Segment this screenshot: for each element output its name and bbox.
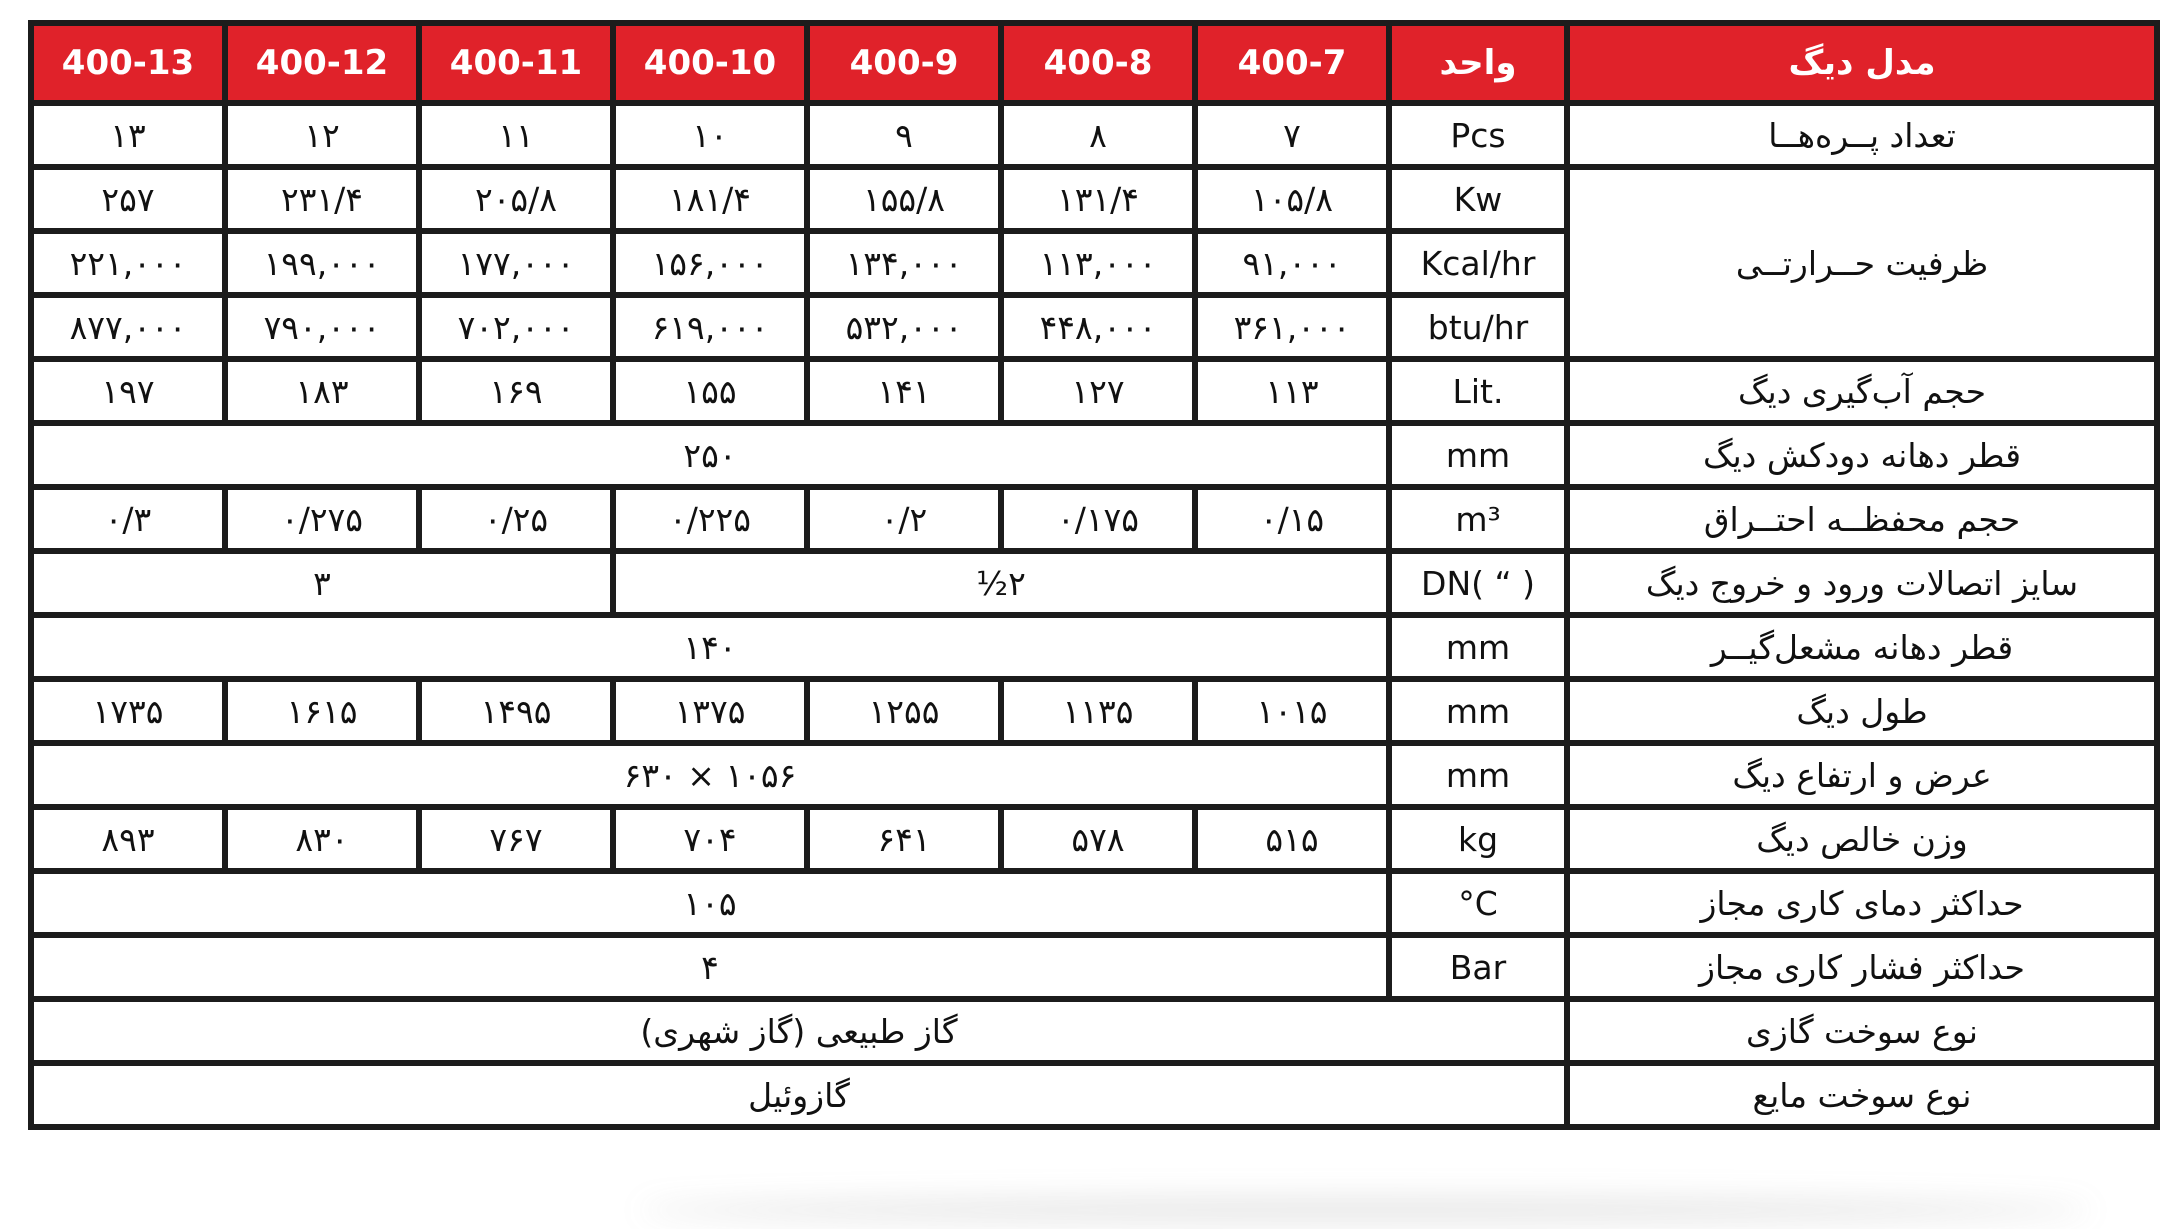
value-cell: ۰/۲۲۵ (613, 487, 807, 551)
model-header-400-7: 400-7 (1195, 23, 1389, 103)
row-label-boiler-length: طول دیگ (1567, 679, 2157, 743)
value-cell: ۶۱۹,۰۰۰ (613, 295, 807, 359)
value-cell: ۱۷۷,۰۰۰ (419, 231, 613, 295)
value-cell: ۱۱۳۵ (1001, 679, 1195, 743)
row-boiler-length (31, 679, 2157, 743)
row-label-liquid-fuel: نوع سوخت مایع (1567, 1063, 2157, 1127)
value-cell: ۱۹۷ (31, 359, 225, 423)
model-header-400-10: 400-10 (613, 23, 807, 103)
value-cell: ۲۲۱,۰۰۰ (31, 231, 225, 295)
row-label-connection-size: سایز اتصالات ورود و خروج دیگ (1567, 551, 2157, 615)
merged-value-cell: ۱۰۵ (31, 871, 1389, 935)
row-label-net-weight: وزن خالص دیگ (1567, 807, 2157, 871)
row-label-chimney-diameter: قطر دهانه دودکش دیگ (1567, 423, 2157, 487)
unit-column-header: واحد (1389, 23, 1567, 103)
unit-cell-celsius: °C (1389, 871, 1567, 935)
value-cell: ۱۵۵ (613, 359, 807, 423)
merged-value-cell: ۴ (31, 935, 1389, 999)
value-cell: ۷۰۴ (613, 807, 807, 871)
value-cell: ۶۴۱ (807, 807, 1001, 871)
row-gas-fuel (31, 999, 2157, 1063)
boiler-spec-table (28, 20, 2160, 1130)
value-cell: ۱۷۳۵ (31, 679, 225, 743)
row-label-max-temp: حداکثر دمای کاری مجاز (1567, 871, 2157, 935)
value-cell: ۸ (1001, 103, 1195, 167)
merged-value-cell: ۲۵۰ (31, 423, 1389, 487)
merged-value-cell-gas-fuel: گاز طبیعی (گاز شهری) (31, 999, 1567, 1063)
row-label-fins: تعداد پــره‌هــا (1567, 103, 2157, 167)
unit-cell-kw: Kw (1389, 167, 1567, 231)
row-label-water-volume: حجم آب‌گیری دیگ (1567, 359, 2157, 423)
merged-value-cell: ۶۳۰ × ۱۰۵۶ (31, 743, 1389, 807)
model-header-400-12: 400-12 (225, 23, 419, 103)
model-header-400-13: 400-13 (31, 23, 225, 103)
value-cell: ۱۳۱/۴ (1001, 167, 1195, 231)
value-cell: ۹۱,۰۰۰ (1195, 231, 1389, 295)
merged-value-cell: ۱۴۰ (31, 615, 1389, 679)
unit-cell-kg: kg (1389, 807, 1567, 871)
model-header-400-9: 400-9 (807, 23, 1001, 103)
value-cell: ۱۲ (225, 103, 419, 167)
value-cell: ۱۹۹,۰۰۰ (225, 231, 419, 295)
row-water-volume (31, 359, 2157, 423)
unit-cell-mm: mm (1389, 615, 1567, 679)
value-cell: ۱۵۶,۰۰۰ (613, 231, 807, 295)
value-cell: ۱۰ (613, 103, 807, 167)
value-cell: ۷ (1195, 103, 1389, 167)
value-cell: ۱۴۱ (807, 359, 1001, 423)
value-cell: ۸۹۳ (31, 807, 225, 871)
row-combustion-volume (31, 487, 2157, 551)
header-row (31, 23, 2157, 103)
unit-cell-fins: Pcs (1389, 103, 1567, 167)
value-cell: ۷۶۷ (419, 807, 613, 871)
row-label-combustion-volume: حجم محفظــه احتــراق (1567, 487, 2157, 551)
value-cell: ۰/۱۷۵ (1001, 487, 1195, 551)
value-cell: ۷۰۲,۰۰۰ (419, 295, 613, 359)
row-max-pressure (31, 935, 2157, 999)
unit-cell-mm: mm (1389, 743, 1567, 807)
merged-value-cell-small-dn: ۲½ (613, 551, 1389, 615)
value-cell: ۱۳۷۵ (613, 679, 807, 743)
value-cell: ۸۳۰ (225, 807, 419, 871)
unit-cell-lit: Lit. (1389, 359, 1567, 423)
value-cell: ۱۲۷ (1001, 359, 1195, 423)
row-fins (31, 103, 2157, 167)
value-cell: ۱۲۵۵ (807, 679, 1001, 743)
row-net-weight (31, 807, 2157, 871)
value-cell: ۱۱۳,۰۰۰ (1001, 231, 1195, 295)
row-label-width-height: عرض و ارتفاع دیگ (1567, 743, 2157, 807)
value-cell: ۸۷۷,۰۰۰ (31, 295, 225, 359)
value-cell: ۱۳ (31, 103, 225, 167)
value-cell: ۱۴۹۵ (419, 679, 613, 743)
model-column-header: مدل دیگ (1567, 23, 2157, 103)
value-cell: ۱۳۴,۰۰۰ (807, 231, 1001, 295)
value-cell: ۲۳۱/۴ (225, 167, 419, 231)
value-cell: ۱۱ (419, 103, 613, 167)
row-label-capacity: ظرفیت حــرارتــی (1567, 167, 2157, 359)
merged-value-cell-large-dn: ۳ (31, 551, 613, 615)
value-cell: ۳۶۱,۰۰۰ (1195, 295, 1389, 359)
unit-cell-m3: m³ (1389, 487, 1567, 551)
row-label-max-pressure: حداکثر فشار کاری مجاز (1567, 935, 2157, 999)
value-cell: ۱۶۹ (419, 359, 613, 423)
value-cell: ۷۹۰,۰۰۰ (225, 295, 419, 359)
value-cell: ۱۱۳ (1195, 359, 1389, 423)
value-cell: ۱۸۳ (225, 359, 419, 423)
value-cell: ۵۳۲,۰۰۰ (807, 295, 1001, 359)
row-max-temp (31, 871, 2157, 935)
value-cell: ۴۴۸,۰۰۰ (1001, 295, 1195, 359)
value-cell: ۵۱۵ (1195, 807, 1389, 871)
row-width-height (31, 743, 2157, 807)
value-cell: ۲۰۵/۸ (419, 167, 613, 231)
value-cell: ۹ (807, 103, 1001, 167)
value-cell: ۰/۲۵ (419, 487, 613, 551)
value-cell: ۰/۱۵ (1195, 487, 1389, 551)
value-cell: ۱۸۱/۴ (613, 167, 807, 231)
model-header-400-8: 400-8 (1001, 23, 1195, 103)
value-cell: ۵۷۸ (1001, 807, 1195, 871)
page-bottom-shadow (640, 1197, 2091, 1223)
unit-cell-mm: mm (1389, 679, 1567, 743)
model-header-400-11: 400-11 (419, 23, 613, 103)
row-label-gas-fuel: نوع سوخت گازی (1567, 999, 2157, 1063)
unit-cell-mm: mm (1389, 423, 1567, 487)
row-label-burner-opening: قطر دهانه مشعل‌گیــر (1567, 615, 2157, 679)
unit-cell-dn: DN( “ ) (1389, 551, 1567, 615)
row-burner-opening (31, 615, 2157, 679)
row-chimney-diameter (31, 423, 2157, 487)
value-cell: ۰/۲۷۵ (225, 487, 419, 551)
unit-cell-btu: btu/hr (1389, 295, 1567, 359)
value-cell: ۱۰۱۵ (1195, 679, 1389, 743)
value-cell: ۰/۲ (807, 487, 1001, 551)
unit-cell-kcal: Kcal/hr (1389, 231, 1567, 295)
value-cell: ۱۵۵/۸ (807, 167, 1001, 231)
unit-cell-bar: Bar (1389, 935, 1567, 999)
row-capacity-kw (31, 167, 2157, 231)
value-cell: ۱۰۵/۸ (1195, 167, 1389, 231)
value-cell: ۰/۳ (31, 487, 225, 551)
row-liquid-fuel (31, 1063, 2157, 1127)
row-connection-size (31, 551, 2157, 615)
value-cell: ۲۵۷ (31, 167, 225, 231)
merged-value-cell-liquid-fuel: گازوئیل (31, 1063, 1567, 1127)
value-cell: ۱۶۱۵ (225, 679, 419, 743)
